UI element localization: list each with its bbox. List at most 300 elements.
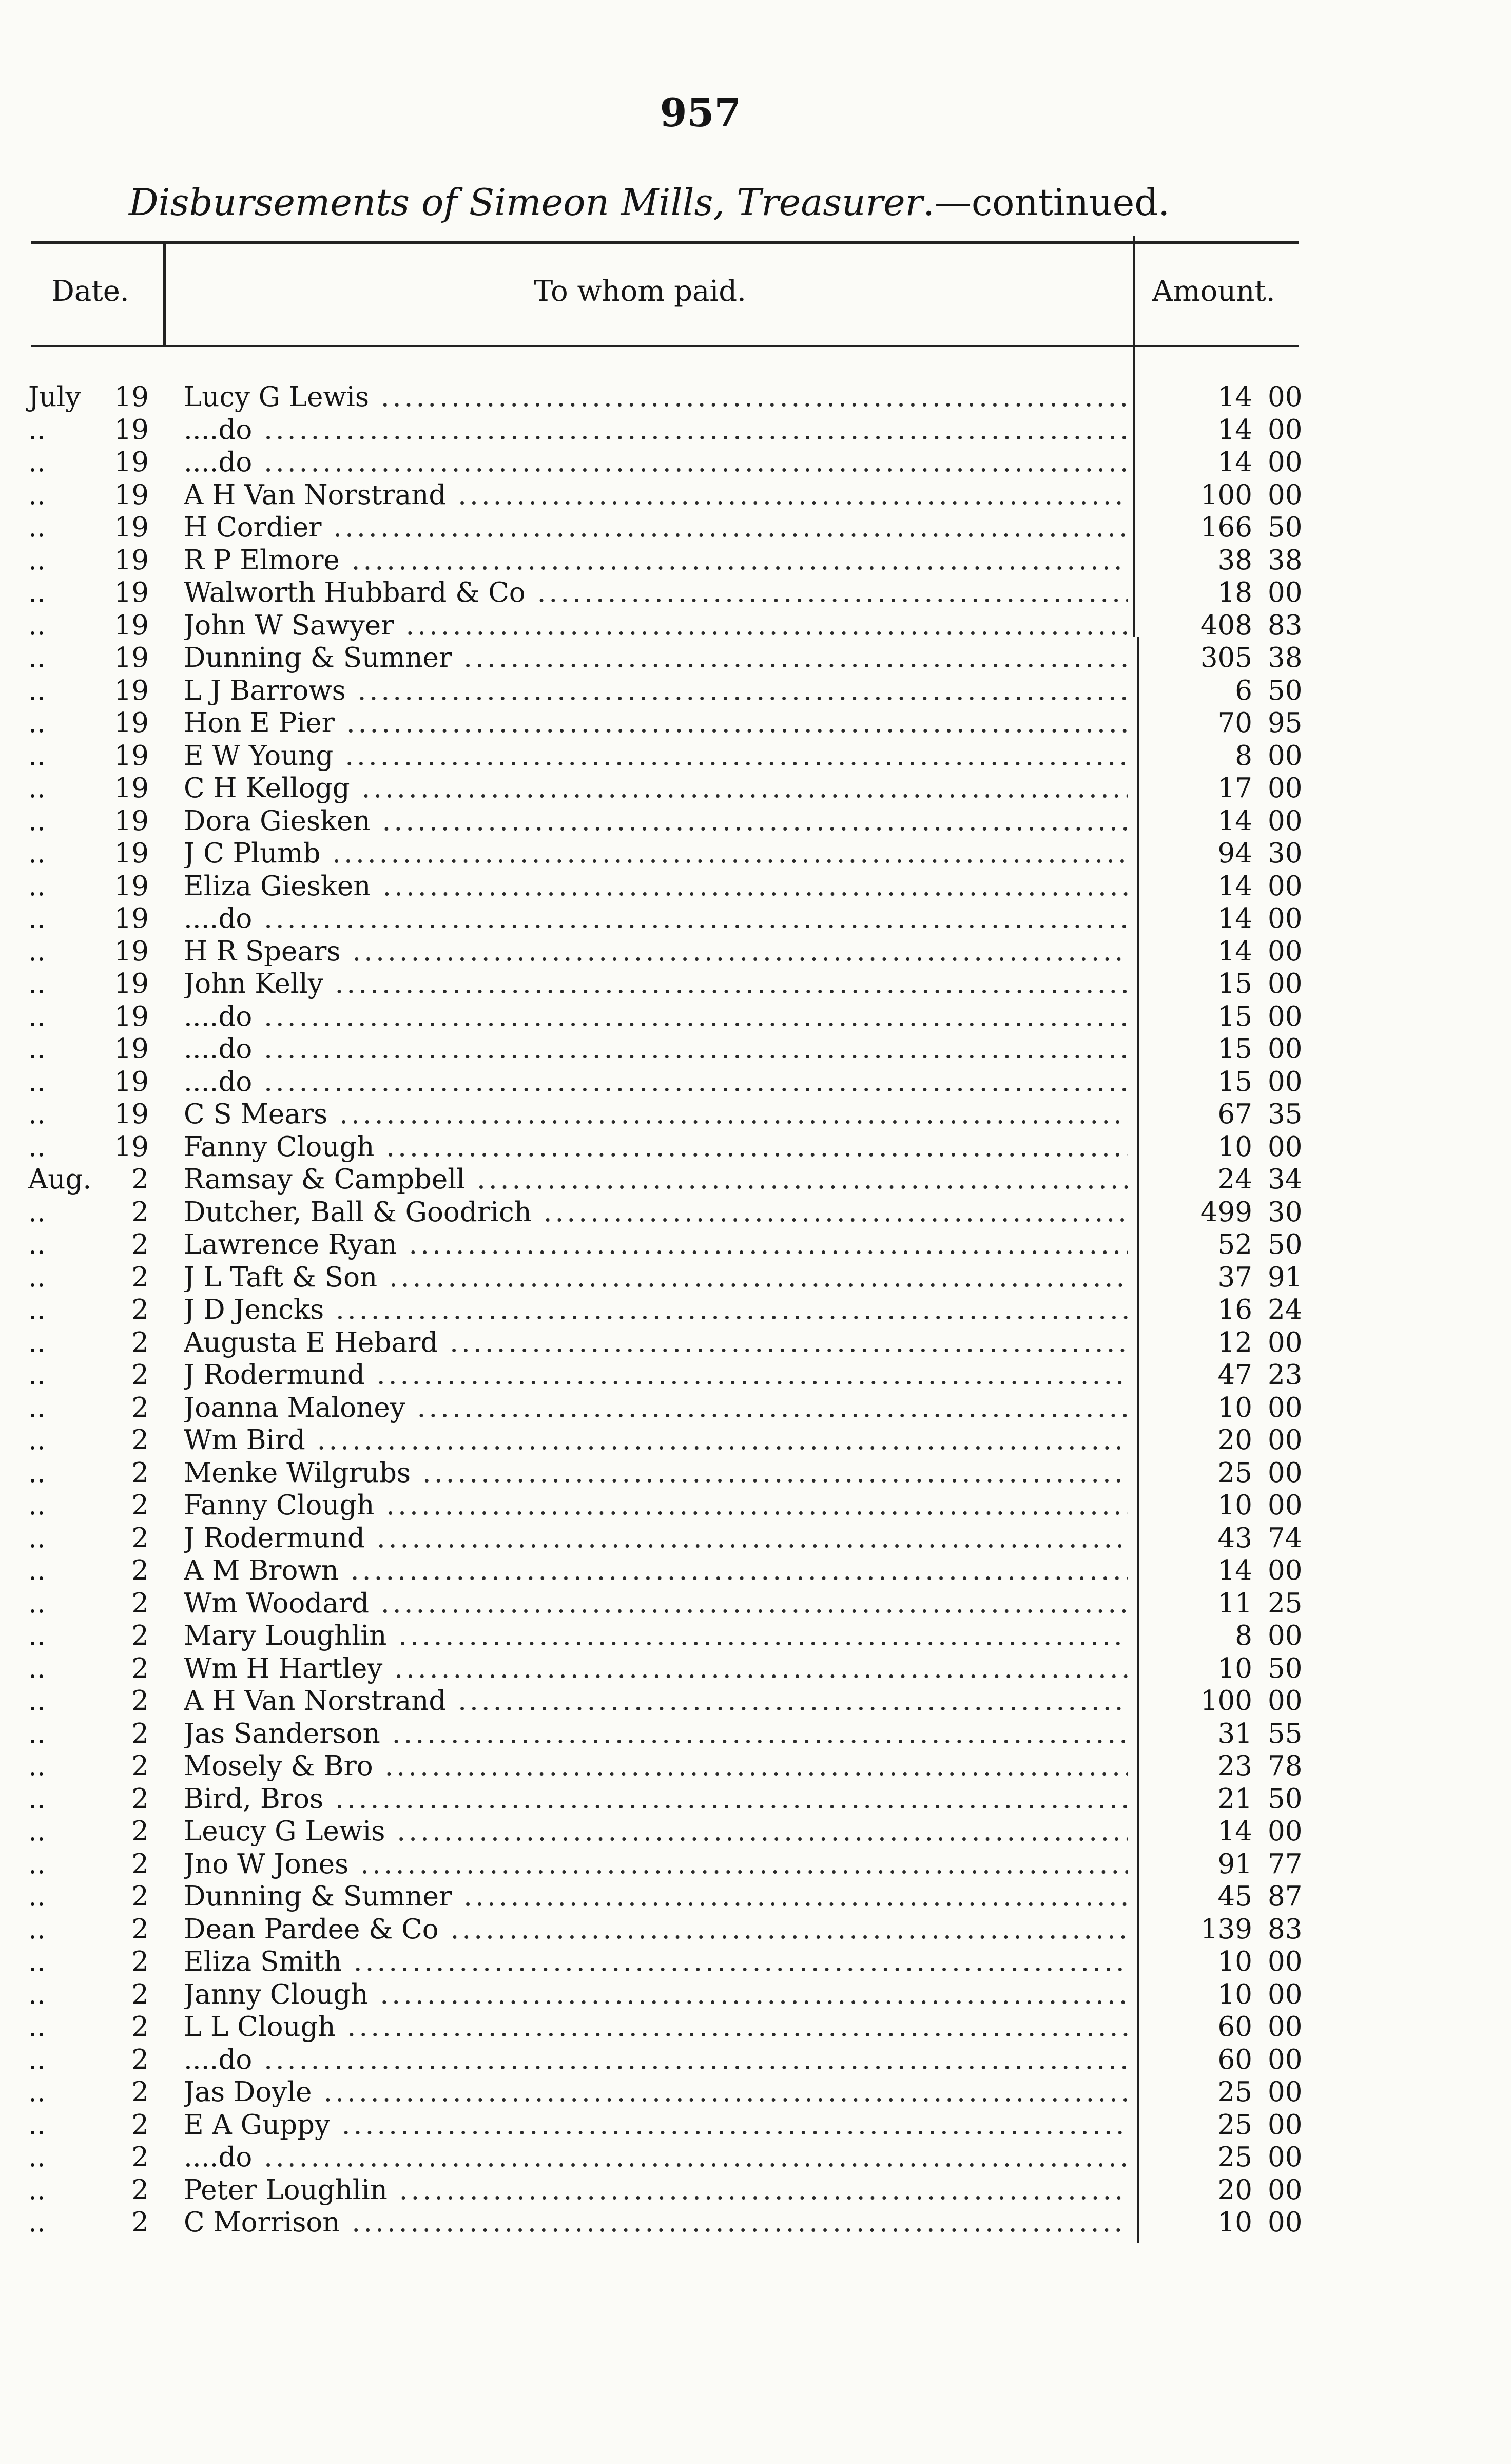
payee-name: J L Taft & Son .....	[184, 1261, 1128, 1294]
amount-dollars: 408	[1200, 609, 1252, 641]
amount-cents: 50	[1268, 675, 1303, 706]
amount-dollars: 16	[1217, 1294, 1252, 1325]
payee-name: A H Van Norstrand .....	[184, 1685, 1128, 1718]
amount-dollars: 15	[1217, 1033, 1252, 1065]
table-row	[0, 1457, 1334, 1490]
amount-cents: 00	[1268, 2109, 1303, 2141]
payee-name: Hon E Pier .....	[184, 707, 1128, 740]
date-day: 19	[114, 544, 149, 576]
date-month: ..	[28, 1946, 46, 1977]
date-day: 2	[131, 1229, 149, 1260]
amount-cents: 00	[1268, 740, 1303, 772]
amount-cents: 50	[1268, 1652, 1303, 1684]
amount-dollars: 6	[1235, 675, 1252, 706]
date-month: ..	[28, 447, 46, 478]
payee-name: Janny Clough .....	[184, 1978, 1128, 2011]
table-row	[0, 2044, 1334, 2076]
date-month: ..	[28, 1229, 46, 1260]
amount-cents: 24	[1268, 1294, 1303, 1325]
date-day: 2	[131, 1946, 149, 1977]
date-day: 19	[114, 1000, 149, 1032]
payee-name: Dunning & Sumner .....	[184, 642, 1128, 675]
amount-dollars: 15	[1217, 1000, 1252, 1032]
table-row	[0, 1066, 1334, 1099]
table-row	[0, 414, 1334, 447]
date-month: ..	[28, 805, 46, 837]
date-month: ..	[28, 1033, 46, 1065]
header-bottom-rule	[31, 345, 1299, 347]
payee-name: ....do .....	[184, 446, 1128, 479]
date-day: 19	[114, 935, 149, 967]
payee-name: Lucy G Lewis .....	[184, 381, 1128, 414]
table-row	[0, 1522, 1334, 1555]
date-day: 2	[131, 2011, 149, 2043]
amount-cents: 00	[1268, 447, 1303, 478]
date-day: 2	[131, 1652, 149, 1684]
payee-name: Jas Sanderson .....	[184, 1718, 1128, 1750]
date-day: 2	[131, 1196, 149, 1228]
date-day: 2	[131, 2109, 149, 2141]
date-month: ..	[28, 1718, 46, 1749]
amount-cents: 30	[1268, 838, 1303, 869]
payee-name: Peter Loughlin .....	[184, 2174, 1128, 2207]
table-row	[0, 1326, 1334, 1359]
table-row	[0, 1392, 1334, 1424]
date-month: ..	[28, 1261, 46, 1293]
amount-dollars: 25	[1217, 1457, 1252, 1489]
table-row	[0, 1489, 1334, 1522]
payee-name: J Rodermund .....	[184, 1522, 1128, 1555]
table-row	[0, 1946, 1334, 1978]
amount-dollars: 67	[1217, 1099, 1252, 1130]
table-row	[0, 2109, 1334, 2142]
table-row	[0, 1196, 1334, 1229]
payee-name: Eliza Smith .....	[184, 1946, 1128, 1978]
payee-name: Dean Pardee & Co .....	[184, 1913, 1128, 1946]
amount-cents: 38	[1268, 642, 1303, 673]
date-month: ..	[28, 1555, 46, 1586]
amount-dollars: 23	[1217, 1750, 1252, 1782]
amount-dollars: 14	[1217, 870, 1252, 902]
payee-name: L L Clough .....	[184, 2011, 1128, 2044]
date-day: 19	[114, 805, 149, 837]
date-day: 2	[131, 1816, 149, 1847]
amount-dollars: 8	[1235, 1620, 1252, 1651]
date-day: 19	[114, 1131, 149, 1163]
date-day: 19	[114, 773, 149, 804]
amount-dollars: 10	[1217, 2207, 1252, 2238]
date-day: 19	[114, 903, 149, 934]
amount-cents: 00	[1268, 2044, 1303, 2075]
date-day: 19	[114, 577, 149, 608]
payee-name: Mosely & Bro .....	[184, 1750, 1128, 1783]
amount-dollars: 14	[1217, 381, 1252, 413]
column-header-date: Date.	[51, 275, 129, 308]
amount-cents: 78	[1268, 1750, 1303, 1782]
table-row	[0, 544, 1334, 577]
amount-dollars: 47	[1217, 1359, 1252, 1391]
date-month: ..	[28, 1000, 46, 1032]
date-column-divider	[163, 244, 166, 347]
date-day: 2	[131, 1164, 149, 1195]
amount-cents: 00	[1268, 935, 1303, 967]
date-month: ..	[28, 1131, 46, 1163]
date-month: ..	[28, 1424, 46, 1456]
payee-name: Wm Bird .....	[184, 1424, 1128, 1457]
date-day: 2	[131, 1522, 149, 1554]
date-day: 2	[131, 1294, 149, 1325]
date-month: ..	[28, 2109, 46, 2141]
date-month: ..	[28, 1620, 46, 1651]
date-month: ..	[28, 1066, 46, 1098]
table-row	[0, 1587, 1334, 1620]
date-day: 2	[131, 1555, 149, 1586]
amount-dollars: 70	[1217, 707, 1252, 739]
payee-name: Bird, Bros .....	[184, 1783, 1128, 1816]
date-month: ..	[28, 1392, 46, 1423]
table-row	[0, 968, 1334, 1000]
heading-title: Disbursements of Simeon Mills, Treasurer	[128, 181, 923, 224]
table-row	[0, 642, 1334, 675]
date-day: 19	[114, 381, 149, 413]
amount-dollars: 45	[1217, 1881, 1252, 1912]
table-row	[0, 1033, 1334, 1066]
date-day: 19	[114, 642, 149, 673]
date-day: 2	[131, 1913, 149, 1945]
amount-cents: 00	[1268, 773, 1303, 804]
amount-cents: 00	[1268, 577, 1303, 608]
date-day: 2	[131, 1587, 149, 1619]
table-row	[0, 1880, 1334, 1913]
amount-cents: 00	[1268, 1816, 1303, 1847]
date-day: 19	[114, 675, 149, 706]
date-day: 2	[131, 1718, 149, 1749]
payee-name: ....do .....	[184, 414, 1128, 447]
payee-name: Fanny Clough .....	[184, 1489, 1128, 1522]
amount-dollars: 18	[1217, 577, 1252, 608]
date-day: 19	[114, 512, 149, 543]
date-day: 2	[131, 1750, 149, 1782]
amount-cents: 00	[1268, 2076, 1303, 2108]
table-row	[0, 935, 1334, 968]
date-month: ..	[28, 1913, 46, 1945]
amount-dollars: 60	[1217, 2044, 1252, 2075]
amount-dollars: 31	[1217, 1718, 1252, 1749]
amount-cents: 91	[1268, 1261, 1303, 1293]
table-row	[0, 772, 1334, 805]
payee-name: Leucy G Lewis .....	[184, 1815, 1128, 1848]
table-row	[0, 1261, 1334, 1294]
table-row	[0, 1848, 1334, 1881]
date-month: ..	[28, 479, 46, 511]
amount-dollars: 499	[1200, 1196, 1252, 1228]
table-row	[0, 479, 1334, 512]
table-row	[0, 1359, 1334, 1392]
table-row	[0, 1554, 1334, 1587]
amount-dollars: 10	[1217, 1946, 1252, 1977]
payee-name: Walworth Hubbard & Co .....	[184, 576, 1128, 609]
date-month: ..	[28, 1294, 46, 1325]
date-day: 2	[131, 1685, 149, 1717]
amount-dollars: 15	[1217, 968, 1252, 999]
amount-cents: 00	[1268, 2207, 1303, 2238]
amount-dollars: 25	[1217, 2109, 1252, 2141]
amount-cents: 00	[1268, 1620, 1303, 1651]
amount-cents: 00	[1268, 968, 1303, 999]
amount-cents: 00	[1268, 2142, 1303, 2173]
date-day: 19	[114, 707, 149, 739]
table-row	[0, 2076, 1334, 2109]
amount-cents: 00	[1268, 1000, 1303, 1032]
amount-cents: 00	[1268, 1457, 1303, 1489]
amount-cents: 25	[1268, 1587, 1303, 1619]
amount-dollars: 14	[1217, 414, 1252, 446]
amount-cents: 00	[1268, 1490, 1303, 1521]
date-month: ..	[28, 1978, 46, 2010]
amount-dollars: 24	[1217, 1164, 1252, 1195]
date-day: 2	[131, 1326, 149, 1358]
amount-dollars: 20	[1217, 2174, 1252, 2206]
date-month: ..	[28, 1587, 46, 1619]
table-top-rule	[31, 241, 1299, 244]
amount-cents: 83	[1268, 609, 1303, 641]
date-month: ..	[28, 1099, 46, 1130]
payee-name: John W Sawyer .....	[184, 609, 1128, 642]
amount-dollars: 15	[1217, 1066, 1252, 1098]
payee-name: Lawrence Ryan .....	[184, 1228, 1128, 1261]
amount-dollars: 14	[1217, 935, 1252, 967]
amount-cents: 00	[1268, 1424, 1303, 1456]
date-month: ..	[28, 968, 46, 999]
payee-name: Wm Woodard .....	[184, 1587, 1128, 1620]
date-month: ..	[28, 707, 46, 739]
payee-name: ....do .....	[184, 1000, 1128, 1033]
table-row	[0, 1294, 1334, 1326]
column-header-payee: To whom paid.	[534, 275, 746, 308]
date-month: ..	[28, 1783, 46, 1815]
date-month: ..	[28, 577, 46, 608]
amount-cents: 87	[1268, 1881, 1303, 1912]
amount-dollars: 38	[1217, 544, 1252, 576]
date-month: ..	[28, 1522, 46, 1554]
table-row	[0, 2141, 1334, 2174]
payee-name: R P Elmore .....	[184, 544, 1128, 577]
amount-dollars: 10	[1217, 1490, 1252, 1521]
date-month: ..	[28, 675, 46, 706]
amount-dollars: 43	[1217, 1522, 1252, 1554]
amount-cents: 38	[1268, 544, 1303, 576]
date-day: 2	[131, 1848, 149, 1880]
amount-cents: 00	[1268, 2011, 1303, 2043]
amount-dollars: 17	[1217, 773, 1252, 804]
payee-name: ....do .....	[184, 2141, 1128, 2174]
amount-cents: 00	[1268, 1033, 1303, 1065]
payee-name: L J Barrows .....	[184, 675, 1128, 707]
table-row	[0, 902, 1334, 935]
table-row	[0, 1652, 1334, 1685]
page-number: 957	[660, 90, 742, 136]
payee-name: H R Spears .....	[184, 935, 1128, 968]
amount-cents: 95	[1268, 707, 1303, 739]
payee-name: Fanny Clough .....	[184, 1131, 1128, 1164]
date-month: ..	[28, 1685, 46, 1717]
date-month: ..	[28, 2044, 46, 2075]
amount-dollars: 10	[1217, 1978, 1252, 2010]
payee-name: J Rodermund .....	[184, 1359, 1128, 1392]
date-day: 2	[131, 1490, 149, 1521]
table-row	[0, 1620, 1334, 1652]
amount-cents: 00	[1268, 2174, 1303, 2206]
amount-dollars: 25	[1217, 2142, 1252, 2173]
amount-dollars: 14	[1217, 447, 1252, 478]
amount-dollars: 20	[1217, 1424, 1252, 1456]
payee-name: Dunning & Sumner .....	[184, 1880, 1128, 1913]
date-month: ..	[28, 1359, 46, 1391]
date-day: 2	[131, 1620, 149, 1651]
amount-cents: 74	[1268, 1522, 1303, 1554]
date-month: July	[28, 381, 81, 413]
amount-cents: 00	[1268, 1685, 1303, 1717]
date-day: 2	[131, 2142, 149, 2173]
amount-cents: 00	[1268, 1131, 1303, 1163]
date-month: ..	[28, 1196, 46, 1228]
date-month: ..	[28, 1816, 46, 1847]
table-row	[0, 1228, 1334, 1261]
table-row	[0, 1131, 1334, 1164]
payee-name: John Kelly .....	[184, 968, 1128, 1000]
amount-dollars: 139	[1200, 1913, 1252, 1945]
payee-name: ....do .....	[184, 902, 1128, 935]
amount-dollars: 8	[1235, 740, 1252, 772]
date-month: ..	[28, 870, 46, 902]
table-row	[0, 870, 1334, 903]
table-row	[0, 1913, 1334, 1946]
date-month: ..	[28, 1457, 46, 1489]
date-day: 19	[114, 414, 149, 446]
table-row	[0, 1685, 1334, 1718]
payee-name: Joanna Maloney .....	[184, 1392, 1128, 1424]
amount-cents: 55	[1268, 1718, 1303, 1749]
amount-cents: 50	[1268, 1783, 1303, 1815]
date-month: ..	[28, 2142, 46, 2173]
amount-cents: 00	[1268, 479, 1303, 511]
payee-name: Eliza Giesken .....	[184, 870, 1128, 903]
date-day: 19	[114, 740, 149, 772]
date-day: 19	[114, 968, 149, 999]
amount-dollars: 10	[1217, 1392, 1252, 1423]
table-row	[0, 805, 1334, 838]
payee-name: H Cordier .....	[184, 511, 1128, 544]
amount-cents: 00	[1268, 805, 1303, 837]
amount-cents: 23	[1268, 1359, 1303, 1391]
table-row	[0, 1718, 1334, 1750]
date-month: ..	[28, 414, 46, 446]
date-month: ..	[28, 1750, 46, 1782]
table-row	[0, 2011, 1334, 2044]
amount-dollars: 14	[1217, 1555, 1252, 1586]
table-row	[0, 707, 1334, 740]
date-day: 2	[131, 2044, 149, 2075]
amount-dollars: 21	[1217, 1783, 1252, 1815]
date-month: ..	[28, 544, 46, 576]
table-row	[0, 576, 1334, 609]
payee-name: A M Brown .....	[184, 1554, 1128, 1587]
amount-dollars: 52	[1217, 1229, 1252, 1260]
table-row	[0, 1750, 1334, 1783]
amount-dollars: 14	[1217, 805, 1252, 837]
date-day: 2	[131, 2174, 149, 2206]
date-day: 19	[114, 838, 149, 869]
table-row	[0, 609, 1334, 642]
amount-dollars: 60	[1217, 2011, 1252, 2043]
date-month: ..	[28, 642, 46, 673]
payee-name: Dutcher, Ball & Goodrich .....	[184, 1196, 1128, 1229]
amount-cents: 00	[1268, 1066, 1303, 1098]
amount-cents: 83	[1268, 1913, 1303, 1945]
table-row	[0, 1000, 1334, 1033]
payee-name: Mary Loughlin .....	[184, 1620, 1128, 1652]
table-row	[0, 446, 1334, 479]
date-day: 2	[131, 1261, 149, 1293]
amount-cents: 30	[1268, 1196, 1303, 1228]
amount-dollars: 91	[1217, 1848, 1252, 1880]
amount-cents: 35	[1268, 1099, 1303, 1130]
date-month: ..	[28, 1326, 46, 1358]
date-day: 19	[114, 1066, 149, 1098]
table-row	[0, 1815, 1334, 1848]
amount-dollars: 14	[1217, 903, 1252, 934]
table-row	[0, 381, 1334, 414]
amount-dollars: 10	[1217, 1131, 1252, 1163]
date-month: ..	[28, 1490, 46, 1521]
amount-cents: 00	[1268, 414, 1303, 446]
payee-name: J C Plumb .....	[184, 837, 1128, 870]
date-month: ..	[28, 838, 46, 869]
amount-cents: 00	[1268, 1946, 1303, 1977]
date-day: 2	[131, 1457, 149, 1489]
amount-cents: 00	[1268, 1978, 1303, 2010]
amount-dollars: 305	[1200, 642, 1252, 673]
amount-dollars: 12	[1217, 1326, 1252, 1358]
date-day: 2	[131, 1424, 149, 1456]
amount-dollars: 14	[1217, 1816, 1252, 1847]
amount-cents: 00	[1268, 1326, 1303, 1358]
payee-name: Ramsay & Campbell .....	[184, 1163, 1128, 1196]
date-month: ..	[28, 1652, 46, 1684]
amount-dollars: 25	[1217, 2076, 1252, 2108]
date-day: 2	[131, 1881, 149, 1912]
page-heading	[0, 181, 1299, 224]
payee-name: Jno W Jones .....	[184, 1848, 1128, 1881]
payee-name: Wm H Hartley .....	[184, 1652, 1128, 1685]
heading-suffix: .—continued.	[922, 181, 1170, 224]
amount-cents: 34	[1268, 1164, 1303, 1195]
table-row	[0, 511, 1334, 544]
table-row	[0, 675, 1334, 707]
payee-name: J D Jencks .....	[184, 1294, 1128, 1326]
payee-name: A H Van Norstrand .....	[184, 479, 1128, 512]
payee-name: Augusta E Hebard .....	[184, 1326, 1128, 1359]
amount-cents: 00	[1268, 1555, 1303, 1586]
payee-name: Dora Giesken .....	[184, 805, 1128, 838]
column-header-amount: Amount.	[1152, 275, 1275, 308]
date-day: 19	[114, 1033, 149, 1065]
date-day: 19	[114, 870, 149, 902]
payee-name: ....do .....	[184, 1066, 1128, 1099]
amount-cents: 00	[1268, 1392, 1303, 1423]
table-row	[0, 2206, 1334, 2239]
date-day: 2	[131, 1359, 149, 1391]
